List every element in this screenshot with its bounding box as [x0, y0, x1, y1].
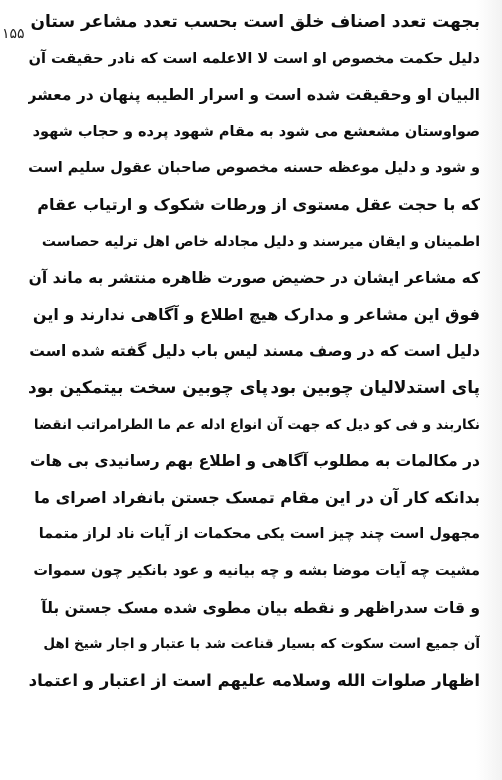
- verse-line: [28, 370, 480, 407]
- text-line: و قات سدراظهر و نقطه بیان مطوی شده مسک جستن بلآ: [41, 598, 480, 617]
- text-line: دلیل حکمت مخصوص او است لا الاعلمه است که نادر حقیقت آن: [28, 50, 480, 67]
- verse-hemistich-right: پای استدلالیان چوبین بود: [270, 377, 480, 398]
- text-line: نکاربند و فی کو دیل که جهت آن انواع ادله عم ما الطرامراتب انقضا: [33, 416, 480, 433]
- text-line: آن جمیع است سکوت که بسیار قناعت شد با عتبار و اجار شیخ اهل: [43, 636, 480, 653]
- manuscript-text-block: [28, 4, 480, 699]
- text-line: که مشاعر ایشان در حضیض صورت ظاهره منتشر به ماند آن: [28, 269, 480, 288]
- text-line: صواوستان مشعشع می شود به مقام شهود پرده و حجاب شهود: [32, 123, 480, 140]
- text-line: اطمینان و ایقان میرسند و دلیل مجادله خاص اهل ترلیه حصاست: [41, 233, 480, 250]
- page-number: ۱۵۵: [2, 26, 25, 42]
- text-line: اظهار صلوات الله وسلامه علیهم است از اعتبار و اعتماد: [28, 670, 480, 690]
- text-line: و شود و دلیل موعظه حسنه مخصوص صاحبان عقول سلیم است: [28, 160, 480, 177]
- text-line: در مکالمات به مطلوب آگاهی و اطلاع بهم رسانیدی بی هات: [29, 452, 480, 471]
- text-line: که با حجت عقل مستوی از ورطات شکوک و ارتیاب عقام: [37, 194, 480, 214]
- text-line: مشیت چه آیات موضا بشه و چه بیانیه و عود بانکیر چون سموات: [33, 562, 480, 579]
- text-line: دلیل است که در وصف مسند لیس باب دلیل گفته شده است: [29, 342, 480, 361]
- text-line: بدانکه کار آن در این مقام تمسک جستن بانفراد اصرای ما: [34, 487, 480, 507]
- text-line: فوق این مشاعر و مدارک هیچ اطلاع و آگاهی ندارند و این: [32, 304, 480, 324]
- text-line: البیان او وحقیقت شده است و اسرار الطیبه پنهان در معشر: [28, 86, 480, 105]
- verse-hemistich-left: پای چوبین سخت بیتمکین بود: [28, 377, 269, 398]
- text-line: مجهول است چند چیز است یکی محکمات از آیات ناد لراز متمما: [38, 526, 480, 543]
- text-line: بجهت تعدد اصناف خلق است بحسب تعدد مشاعر ستان: [30, 12, 480, 32]
